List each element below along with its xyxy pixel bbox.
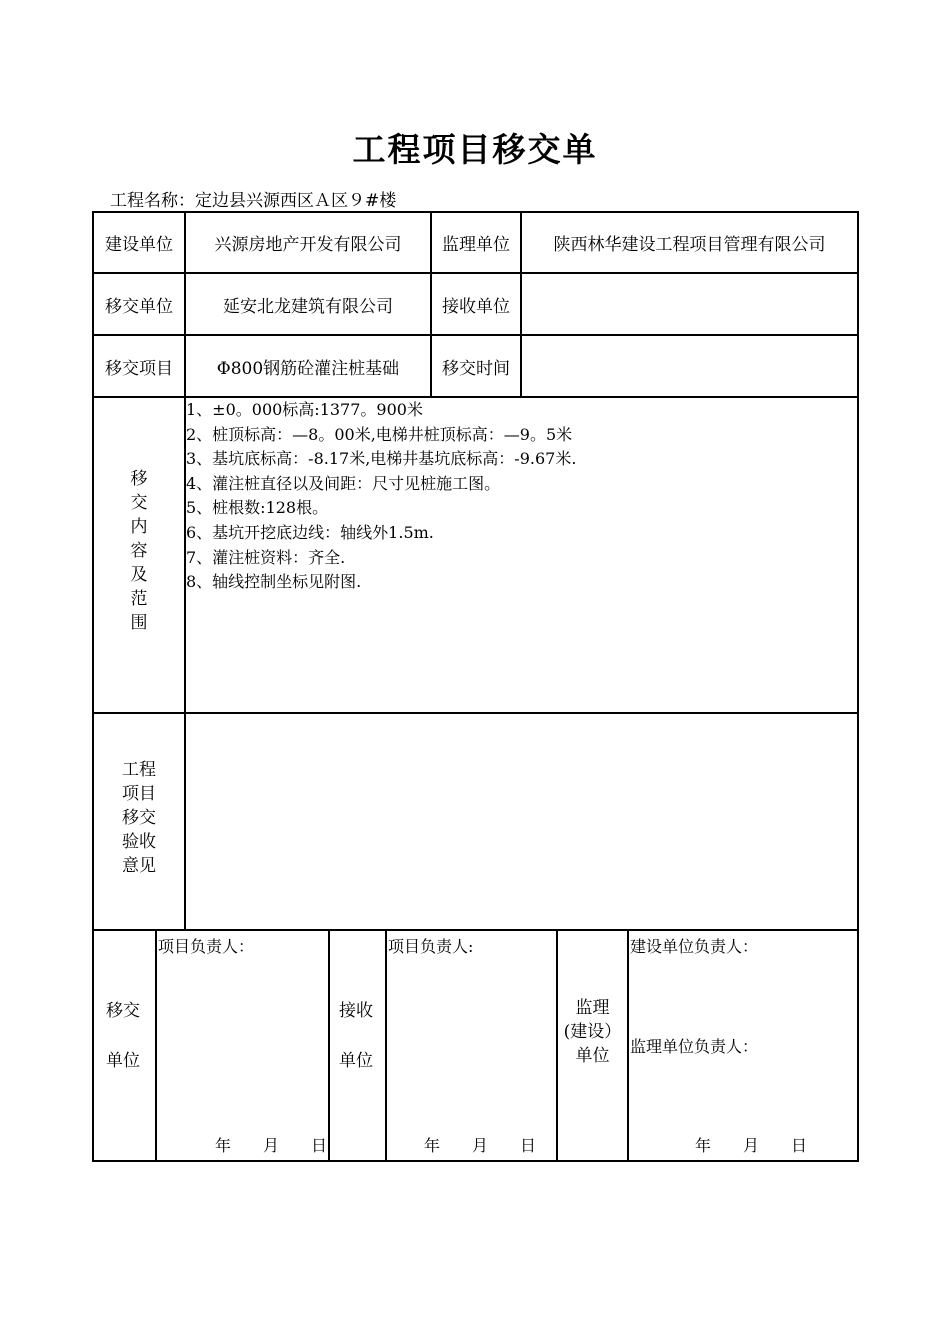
content-scope-label: 移 交 内 容 及 范 围 (130, 469, 148, 633)
col-divider (328, 929, 330, 1162)
col-divider (155, 929, 157, 1162)
list-item: 4、灌注桩直径以及间距：尺寸见桩施工图。 (186, 473, 501, 493)
receiving-date: 年 月 日 (424, 1136, 537, 1155)
handover-time-value[interactable] (522, 336, 857, 396)
supervision-unit-leader: 监理单位负责人： (630, 1037, 759, 1056)
col-divider (385, 929, 387, 1162)
receiving-unit-sign-label-1: 接收 (339, 1001, 373, 1021)
content-scope-list (186, 398, 576, 595)
list-item: 1、±0。000标高:1377。900米 (186, 400, 423, 419)
supervision-unit-value[interactable]: 陕西林华建设工程项目管理有限公司 (553, 235, 826, 255)
row-divider (92, 929, 859, 931)
receiving-unit-value[interactable] (522, 274, 857, 334)
handover-item-value[interactable]: Φ800钢筋砼灌注桩基础 (216, 358, 400, 379)
receiving-unit-label: 接收单位 (442, 296, 510, 317)
list-item: 3、基坑底标高：-8.17米,电梯井基坑底标高：-9.67米. (186, 449, 577, 469)
handover-project-leader: 项目负责人： (158, 937, 255, 956)
supervision-date: 年 月 日 (695, 1136, 808, 1155)
receiving-project-leader: 项目负责人: (388, 937, 474, 956)
list-item: 2、桩顶标高：—8。00米,电梯井桩顶标高：—9。5米 (186, 424, 573, 444)
construction-unit-label: 建设单位 (105, 235, 173, 255)
list-item: 7、灌注桩资料：齐全. (186, 547, 346, 567)
page-title: 工程项目移交单 (352, 130, 598, 169)
project-name: 工程名称：定边县兴源西区Ａ区９#楼 (110, 191, 397, 211)
acceptance-label: 工程 项目 移交 验收 意见 (122, 760, 156, 876)
handover-unit-sign-label-2: 单位 (106, 1051, 140, 1071)
handover-date: 年 月 日 (215, 1136, 328, 1155)
list-item: 6、基坑开挖底边线：轴线外1.5m. (186, 522, 434, 542)
construction-unit-leader: 建设单位负责人： (630, 937, 759, 956)
supervision-unit-sign-label: 监理 (建设） 单位 (563, 998, 622, 1066)
handover-unit-sign-label-1: 移交 (106, 1001, 140, 1021)
list-item: 5、桩根数:128根。 (186, 498, 329, 518)
handover-time-label: 移交时间 (442, 358, 510, 379)
handover-unit-value[interactable]: 延安北龙建筑有限公司 (223, 296, 393, 317)
acceptance-value[interactable] (186, 714, 857, 929)
list-item: 8、轴线控制坐标见附图. (186, 572, 362, 592)
handover-item-label: 移交项目 (105, 358, 173, 379)
supervision-unit-label: 监理单位 (442, 235, 510, 255)
receiving-unit-sign-label-2: 单位 (339, 1051, 373, 1071)
handover-unit-label: 移交单位 (105, 296, 173, 317)
construction-unit-value[interactable]: 兴源房地产开发有限公司 (214, 235, 402, 255)
